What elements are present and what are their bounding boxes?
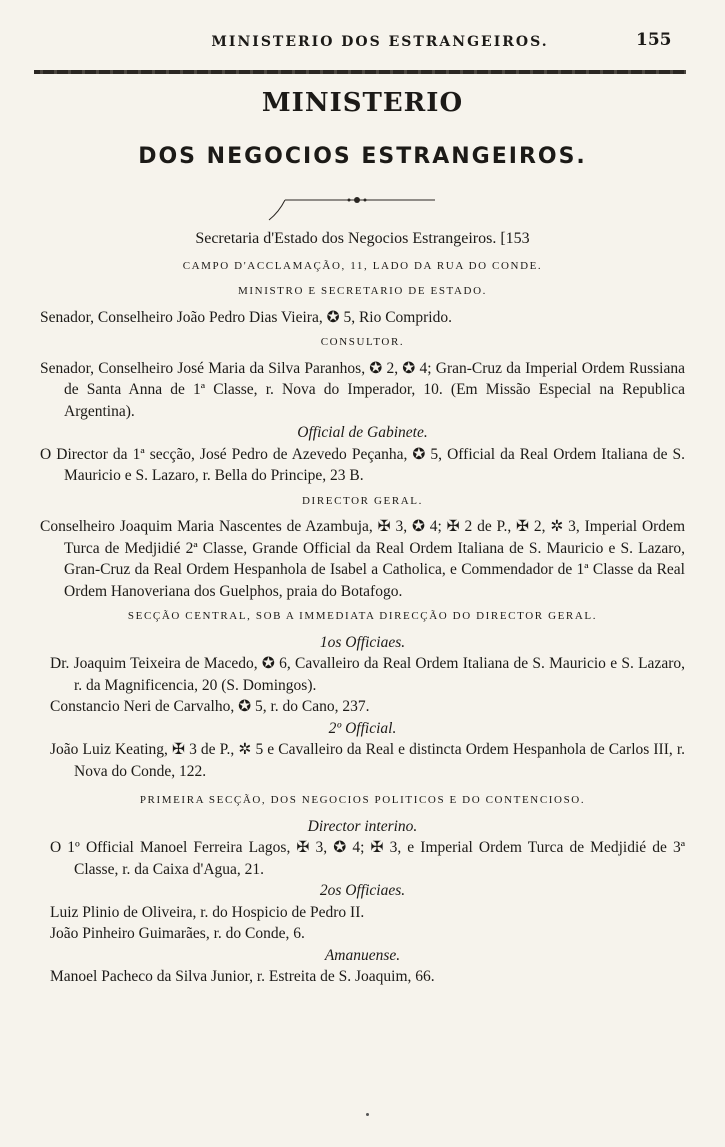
entry-segundo-official-2: João Pinheiro Guimarães, r. do Conde, 6. <box>50 925 305 942</box>
section-segundos-officiaes: 2os Officiaes. <box>319 882 406 899</box>
entry-gabinete: O Director da 1ª secção, José Pedro de Azevedo Peçanha, ✪ 5, Official da Real Ordem Italiana de S. Mauricio e S. Lazaro, r. Bella do Principe, 23 B. <box>40 445 685 484</box>
entry-primeiro-official-2: Constancio Neri de Carvalho, ✪ 5, r. do Cano, 237. <box>50 698 370 715</box>
section-seccao-central: SECÇÃO CENTRAL, SOB A IMMEDIATA DIRECÇÃO DO DIRECTOR GERAL. <box>127 610 598 622</box>
print-speck <box>366 1113 369 1116</box>
entry-director-geral: Conselheiro Joaquim Maria Nascentes de Azambuja, ✠ 3, ✪ 4; ✠ 2 de P., ✠ 2, ✲ 3, Imperial Ordem Turca de Medjidié 2ª Classe, Grande Official da Real Ordem Italiana de S. Mauricio e S. Lazaro, Gran-Cruz da Real Ordem Hespanhola de Isabel a Catholica, e Commendador de 1ª Classe da Real Ordem Hanoveriana dos Guelphos, praia do Botafogo. <box>40 518 685 600</box>
document-body <box>40 228 685 988</box>
secretaria-line: Secretaria d'Estado dos Negocios Estrangeiros. [153 <box>195 230 530 247</box>
section-director-geral: DIRECTOR GERAL. <box>302 494 423 507</box>
entry-primeiro-official-1: Dr. Joaquim Teixeira de Macedo, ✪ 6, Cavalleiro da Real Ordem Italiana de S. Mauricio e S. Lazaro, r. da Magnificencia, 20 (S. Domingos). <box>50 655 685 694</box>
ministry-subtitle: DOS NEGOCIOS ESTRANGEIROS. <box>138 144 587 169</box>
entry-director-interino: O 1º Official Manoel Ferreira Lagos, ✠ 3, ✪ 4; ✠ 3, e Imperial Ordem Turca de Medjidié de 3ª Classe, r. da Caixa d'Agua, 21. <box>50 839 685 878</box>
address-line: CAMPO D'ACCLAMAÇÃO, 11, LADO DA RUA DO CONDE. <box>182 259 543 272</box>
header-rule <box>34 70 686 74</box>
section-segundo-official: 2º Official. <box>328 719 397 737</box>
entry-consultor: Senador, Conselheiro José Maria da Silva Paranhos, ✪ 2, ✪ 4; Gran-Cruz da Imperial Ordem Russiana de Santa Anna de 1ª Classe, r. Nova do Imperador, 10. (Em Missão Especial na Republica Argentina). <box>40 359 685 420</box>
section-ministro: MINISTRO E SECRETARIO DE ESTADO. <box>238 285 487 297</box>
entry-segundo-official-1: Luiz Plinio de Oliveira, r. do Hospicio de Pedro II. <box>50 903 365 921</box>
section-official-gabinete: Official de Gabinete. <box>297 424 428 441</box>
section-director-interino: Director interino. <box>307 817 418 835</box>
page-number: 155 <box>636 30 672 50</box>
section-consultor: CONSULTOR. <box>320 336 405 348</box>
section-primeira-seccao: PRIMEIRA SECÇÃO, DOS NEGOCIOS POLITICOS E DO CONTENCIOSO. <box>139 794 586 806</box>
ministry-title: MINISTERIO <box>261 88 464 118</box>
ornament-divider-icon <box>265 190 445 226</box>
running-head: MINISTERIO DOS ESTRANGEIROS. <box>211 34 549 50</box>
entry-segundo-official: João Luiz Keating, ✠ 3 de P., ✲ 5 e Cavalleiro da Real e distincta Ordem Hespanhola de Carlos III, r. Nova do Conde, 122. <box>50 741 685 780</box>
entry-ministro: Senador, Conselheiro João Pedro Dias Vieira, ✪ 5, Rio Comprido. <box>40 308 452 326</box>
entry-amanuense: Manoel Pacheco da Silva Junior, r. Estreita de S. Joaquim, 66. <box>50 968 435 985</box>
section-amanuense: Amanuense. <box>324 946 401 964</box>
section-primeiros-officiaes: 1os Officiaes. <box>319 633 406 651</box>
